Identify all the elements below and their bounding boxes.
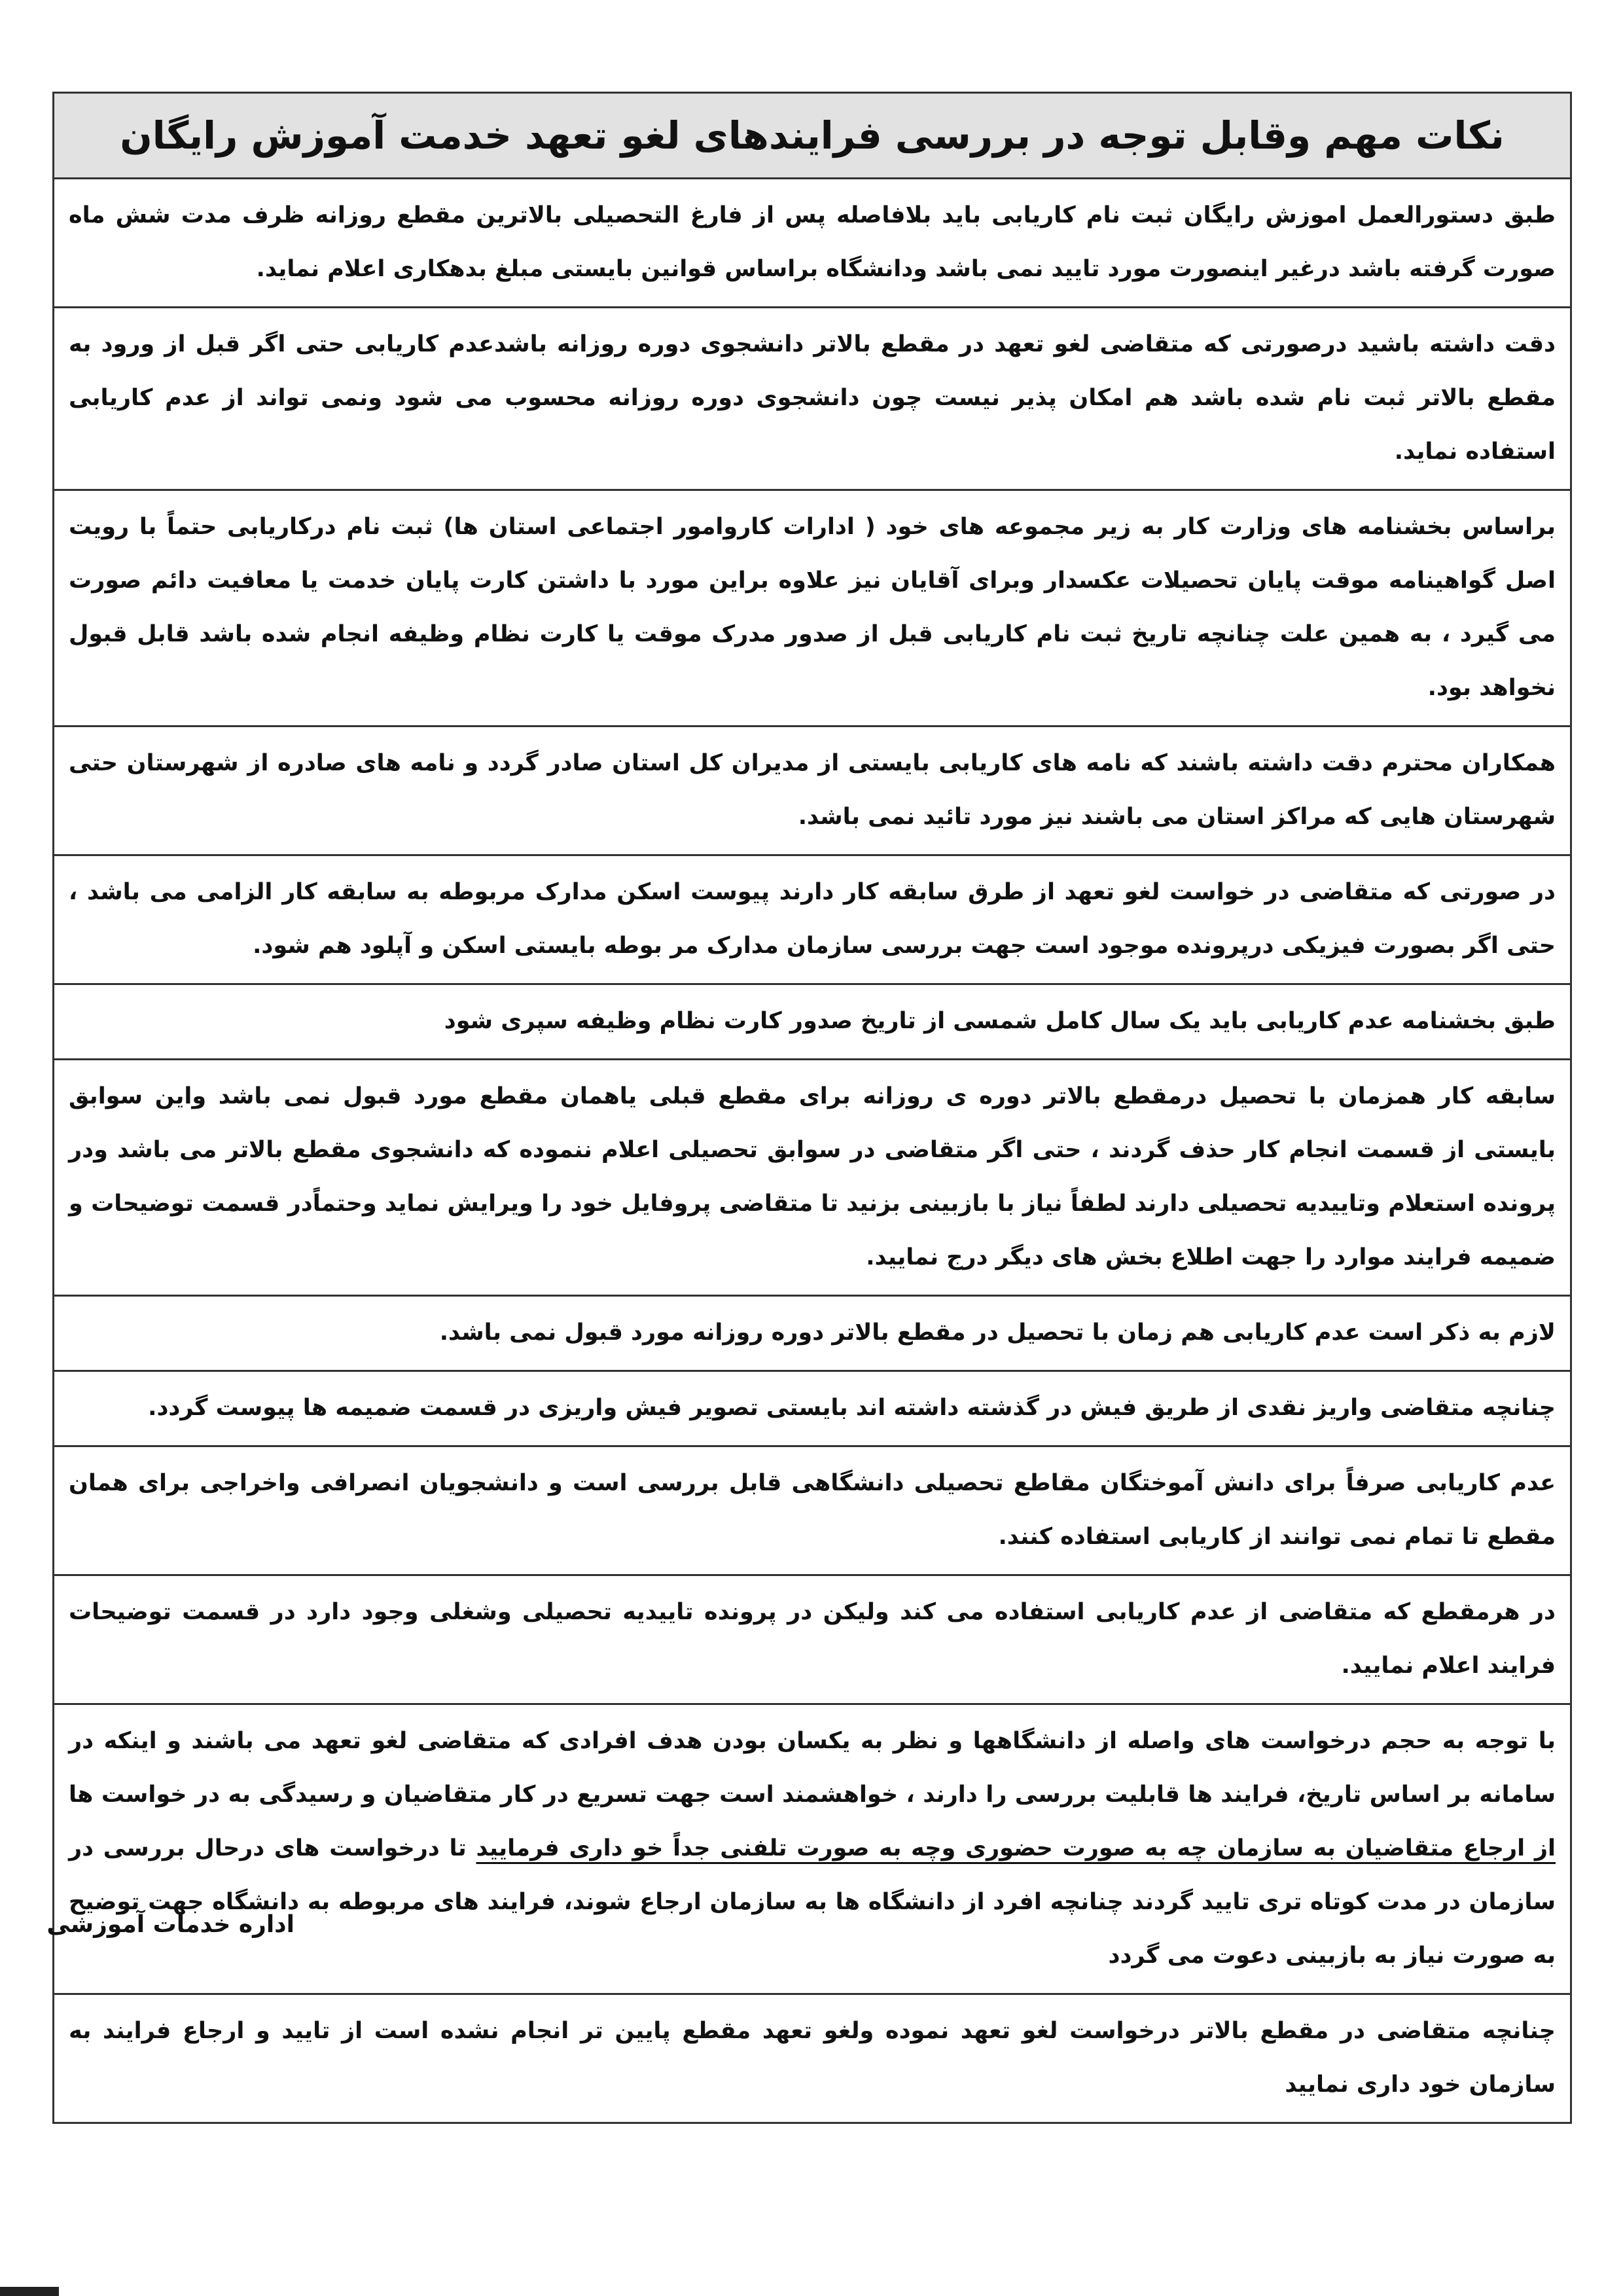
note-row-10: عدم کاریابی صرفاً برای دانش آموختگان مقاطع تحصیلی دانشگاهی قابل بررسی است و دانشجویان انصرافی واخراجی برای همان مقطع تا تمام نمی توانند از کاریابی استفاده کنند. bbox=[54, 1447, 1570, 1576]
note-row-7: سابقه کار همزمان با تحصیل درمقطع بالاتر دوره ی روزانه برای مقطع قبلی یاهمان مقطع مورد قبول نمی باشد واین سوابق بایستی از قسمت انجام کار حذف گردند ، حتی اگر متقاضی در سوابق تحصیلی اعلام ننموده که دانشجوی مقطع بالاتر می باشد ودر پرونده استعلام وتاییدیه تحصیلی دارند لطفاً نیاز با بازبینی بزنید تا متقاضی پروفایل خود را ویرایش نماید وحتماًدر قسمت توضیحات و ضمیمه فرایند موارد را جهت اطلاع بخش های دیگر درج نمایید. bbox=[54, 1060, 1570, 1297]
watermark-strip bbox=[0, 2287, 59, 2296]
note-12-underlined: از ارجاع متقاضیان به سازمان چه به صورت حضوری وچه به صورت تلفنی جداً خو داری فرمایید bbox=[476, 1835, 1556, 1861]
document-title: نکات مهم وقابل توجه در بررسی فرایندهای لغو تعهد خدمت آموزش رایگان bbox=[54, 94, 1570, 179]
note-12-part2: تا درخواست های درحال بررسی در سازمان در مدت کوتاه تری تایید گردند چنانچه افرد از دانشگاه ها به سازمان ارجاع شوند، فرایند های مربوطه به دانشگاه جهت توضیح به صورت نیاز به بازبینی دعوت می گردد bbox=[69, 1835, 1556, 1969]
note-row-8: لازم به ذکر است عدم کاریابی هم زمان با تحصیل در مقطع بالاتر دوره روزانه مورد قبول نمی باشد. bbox=[54, 1297, 1570, 1372]
signature-office: اداره خدمات آموزشی bbox=[46, 1911, 294, 1938]
note-row-5: در صورتی که متقاضی در خواست لغو تعهد از طرق سابقه کار دارند پیوست اسکن مدارک مربوطه به سابقه کار الزامی می باشد ، حتی اگر بصورت فیزیکی درپرونده موجود است جهت بررسی سازمان مدارک مر بوطه بایستی اسکن و آپلود هم شود. bbox=[54, 856, 1570, 985]
note-row-6: طبق بخشنامه عدم کاریابی باید یک سال کامل شمسی از تاریخ صدور کارت نظام وظیفه سپری شود bbox=[54, 985, 1570, 1060]
note-row-1: طبق دستورالعمل اموزش رایگان ثبت نام کاریابی باید بلافاصله پس از فارغ التحصیلی بالاترین مقطع روزانه ظرف مدت شش ماه صورت گرفته باشد درغیر اینصورت مورد تایید نمی باشد ودانشگاه براساس قوانین بایستی مبلغ بدهکاری اعلام نماید. bbox=[54, 179, 1570, 308]
note-row-9: چنانچه متقاضی واریز نقدی از طریق فیش در گذشته داشته اند بایستی تصویر فیش واریزی در قسمت ضمیمه ها پیوست گردد. bbox=[54, 1372, 1570, 1447]
note-12-part1: با توجه به حجم درخواست های واصله از دانشگاهها و نظر به یکسان بودن هدف افرادی که متقاضی لغو تعهد می باشند و اینکه در سامانه بر اساس تاریخ، فرایند ها قابلیت بررسی را دارند ، خواهشمند است جهت تسریع در کار متقاضیان و رسیدگی به در خواست ها bbox=[69, 1728, 1556, 1808]
note-row-12 bbox=[54, 1705, 1570, 1995]
note-row-2: دقت داشته باشید درصورتی که متقاضی لغو تعهد در مقطع بالاتر دانشجوی دوره روزانه باشدعدم کاریابی حتی اگر قبل از ورود به مقطع بالاتر ثبت نام شده باشد هم امکان پذیر نیست چون دانشجوی دوره روزانه محسوب می شود ونمی تواند از عدم کاریابی استفاده نماید. bbox=[54, 308, 1570, 491]
note-row-11: در هرمقطع که متقاضی از عدم کاریابی استفاده می کند ولیکن در پرونده تاییدیه تحصیلی وشغلی وجود دارد در قسمت توضیحات فرایند اعلام نمایید. bbox=[54, 1576, 1570, 1705]
note-row-4: همکاران محترم دقت داشته باشند که نامه های کاریابی بایستی از مدیران کل استان صادر گردد و نامه های صادره از شهرستان حتی شهرستان هایی که مراکز استان می باشند نیز مورد تائید نمی باشد. bbox=[54, 727, 1570, 856]
note-row-3: براساس بخشنامه های وزارت کار به زیر مجموعه های خود ( ادارات کاروامور اجتماعی استان ها) ثبت نام درکاریابی حتماً با رویت اصل گواهینامه موقت پایان تحصیلات عکسدار وبرای آقایان نیز علاوه براین مورد با داشتن کارت پایان خدمت یا معافیت دائم صورت می گیرد ، به همین علت چنانچه تاریخ ثبت نام کاریابی قبل از صدور مدرک موقت یا کارت نظام وظیفه انجام شده باشد قابل قبول نخواهد بود. bbox=[54, 491, 1570, 727]
notes-table bbox=[52, 92, 1572, 2124]
note-row-13: چنانچه متقاضی در مقطع بالاتر درخواست لغو تعهد نموده ولغو تعهد مقطع پایین تر انجام نشده است از تایید و ارجاع فرایند به سازمان خود داری نمایید bbox=[69, 2018, 1556, 2098]
